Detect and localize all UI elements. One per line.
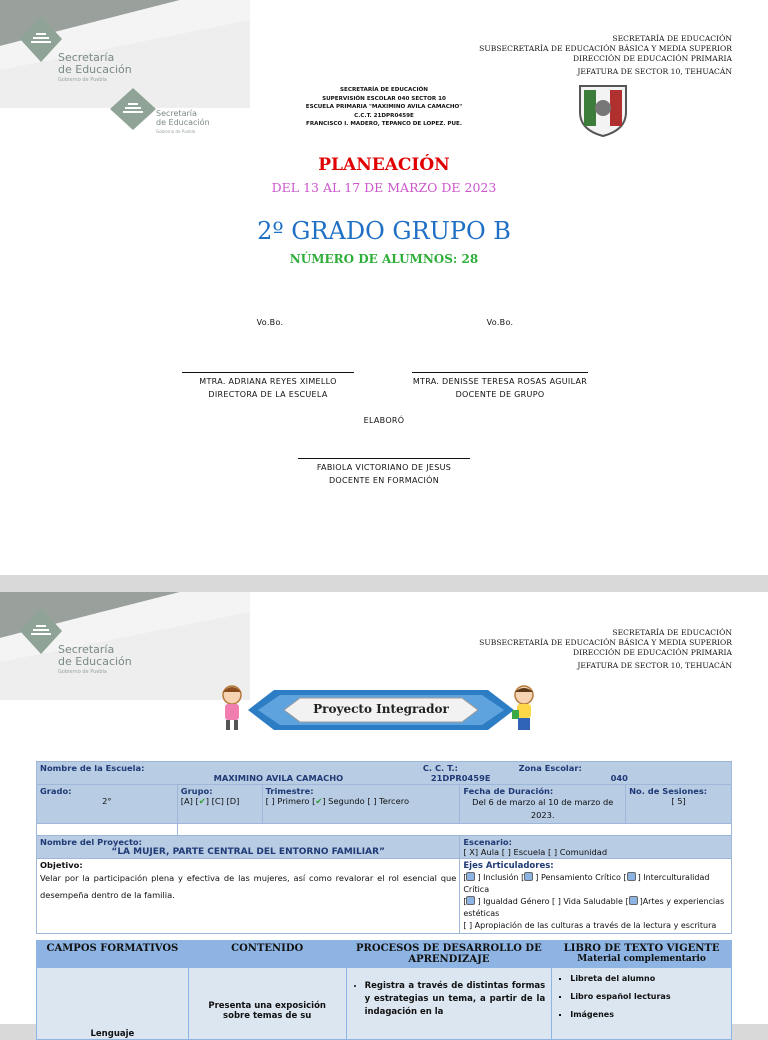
school-info-block: SECRETARÍA DE EDUCACIÓN SUPERVISIÓN ESCOLAR 040 SECTOR 10 ESCUELA PRIMARIA "MAXIMINO AVILA CAMACHO" C.C.T. 21DPR0459E FRANCISCO I. MADERO, TEPANCO DE LOPEZ. PUE. — [305, 87, 463, 128]
checked-box-icon — [629, 896, 638, 905]
table-row — [37, 836, 732, 859]
ejes-cell: Ejes Articuladores: [ ] Inclusión [ ] Pensamiento Crítico [ ] Interculturalidad Crítica [ ] Igualdad Género [ ] Vida Saludable [ ]Artes y experiencias estéticas [ ] Apropiación de las culturas a través de la lectura y escritura — [460, 859, 732, 934]
date-range: DEL 13 AL 17 DE MARZO DE 2023 — [271, 180, 497, 195]
check-icon: ✔ — [315, 796, 323, 806]
material-cell — [552, 968, 732, 1040]
header-institution-lines: SECRETARÍA DE EDUCACIÓN SUBSECRETARÍA DE EDUCACIÓN BÁSICA Y MEDIA SUPERIOR DIRECCIÓN DE EDUCACIÓN PRIMARIA JEFATURA DE SECTOR 10, TEHUACÁN — [479, 628, 732, 670]
objetivo-cell: Objetivo: Velar por la participación plena y efectiva de las mujeres, así como revalorar el rol esencial que desempeña dentro de la familia. — [37, 859, 460, 934]
cct-cell: C. C. T.: 21DPR0459E — [460, 762, 626, 785]
table-row — [37, 824, 732, 836]
planning-table — [36, 940, 732, 1040]
child-girl-icon — [216, 684, 248, 734]
project-page — [0, 592, 768, 1039]
header-procesos: PROCESOS DE DESARROLLO DE APRENDIZAJE — [346, 941, 552, 968]
vobo-right-label: Vo.Bo. — [486, 318, 514, 327]
header-libro: LIBRO DE TEXTO VIGENTE Material complementario — [552, 941, 732, 968]
header-institution-lines: SECRETARÍA DE EDUCACIÓN SUBSECRETARÍA DE EDUCACIÓN BÁSICA Y MEDIA SUPERIOR DIRECCIÓN DE EDUCACIÓN PRIMARIA JEFATURA DE SECTOR 10, TEHUACÁN — [479, 34, 732, 76]
trimestre-cell: Trimestre: [ ] Primero [✔] Segundo [ ] Tercero — [262, 785, 460, 824]
child-boy-icon — [508, 684, 540, 734]
escenario-cell: Escenario: [ X] Aula [ ] Escuela [ ] Comunidad — [460, 836, 732, 859]
vobo-left-label: Vo.Bo. — [256, 318, 284, 327]
checked-box-icon — [466, 896, 475, 905]
signature-line — [182, 372, 354, 373]
table-row — [37, 762, 732, 785]
zona-cell: Zona Escolar: 040 — [626, 762, 732, 785]
signature-line — [412, 372, 588, 373]
secretaria-small-logo-text: Secretaría de Educación Gobierno de Puebla — [156, 109, 210, 134]
secretaria-logo-text: Secretaría de Educación Gobierno de Puebla — [58, 51, 132, 84]
document-title: PLANEACIÓN — [318, 155, 450, 175]
signature-right: MTRA. DENISSE TERESA ROSAS AGUILAR DOCENTE DE GRUPO — [400, 372, 600, 401]
fecha-cell: Fecha de Duración: Del 6 de marzo al 10 de marzo de 2023. — [460, 785, 626, 824]
grupo-cell: Grupo: [A] [✔] [C] [D] — [177, 785, 262, 824]
contenido-cell: Presenta una exposición sobre temas de su — [188, 968, 346, 1040]
signature-left: MTRA. ADRIANA REYES XIMELLO DIRECTORA DE LA ESCUELA — [170, 372, 366, 401]
list-item: ▪ Libreta del alumno — [570, 970, 727, 988]
header-campos: CAMPOS FORMATIVOS — [37, 941, 189, 968]
table-header-row — [37, 941, 732, 968]
project-info-table — [36, 761, 732, 934]
table-row — [37, 968, 732, 1040]
checked-box-icon — [627, 872, 636, 881]
signature-bottom: FABIOLA VICTORIANO DE JESUS DOCENTE EN FORMACIÓN — [290, 458, 478, 487]
grado-cell: Grado: 2° — [37, 785, 178, 824]
proyecto-cell: Nombre del Proyecto: “LA MUJER, PARTE CENTRAL DEL ENTORNO FAMILIAR” — [37, 836, 460, 859]
list-item: ▪ Imágenes — [570, 1006, 727, 1024]
signature-line — [298, 458, 470, 459]
campo-cell: Lenguaje — [37, 968, 189, 1040]
proceso-cell: • Registra a través de distintas formas y estrategias un tema, a partir de la indagación en la — [346, 968, 552, 1040]
student-count: NÚMERO DE ALUMNOS: 28 — [289, 252, 479, 266]
elaboro-label: ELABORÓ — [363, 416, 405, 425]
grade-group: 2º GRADO GRUPO B — [257, 217, 511, 245]
proyecto-integrador-title: Proyecto Integrador — [313, 702, 449, 716]
sesiones-cell: No. de Sesiones: [ 5] — [626, 785, 732, 824]
table-row — [37, 859, 732, 934]
secretaria-logo-text: Secretaría de Educación Gobierno de Puebla — [58, 643, 132, 676]
check-icon: ✔ — [198, 796, 206, 806]
list-item: ▪ Libro español lecturas — [570, 988, 727, 1006]
checked-box-icon — [466, 872, 475, 881]
school-name-cell: Nombre de la Escuela: MAXIMINO AVILA CAMACHO — [37, 762, 460, 785]
table-row — [37, 785, 732, 824]
checked-box-icon — [524, 872, 533, 881]
header-contenido: CONTENIDO — [188, 941, 346, 968]
